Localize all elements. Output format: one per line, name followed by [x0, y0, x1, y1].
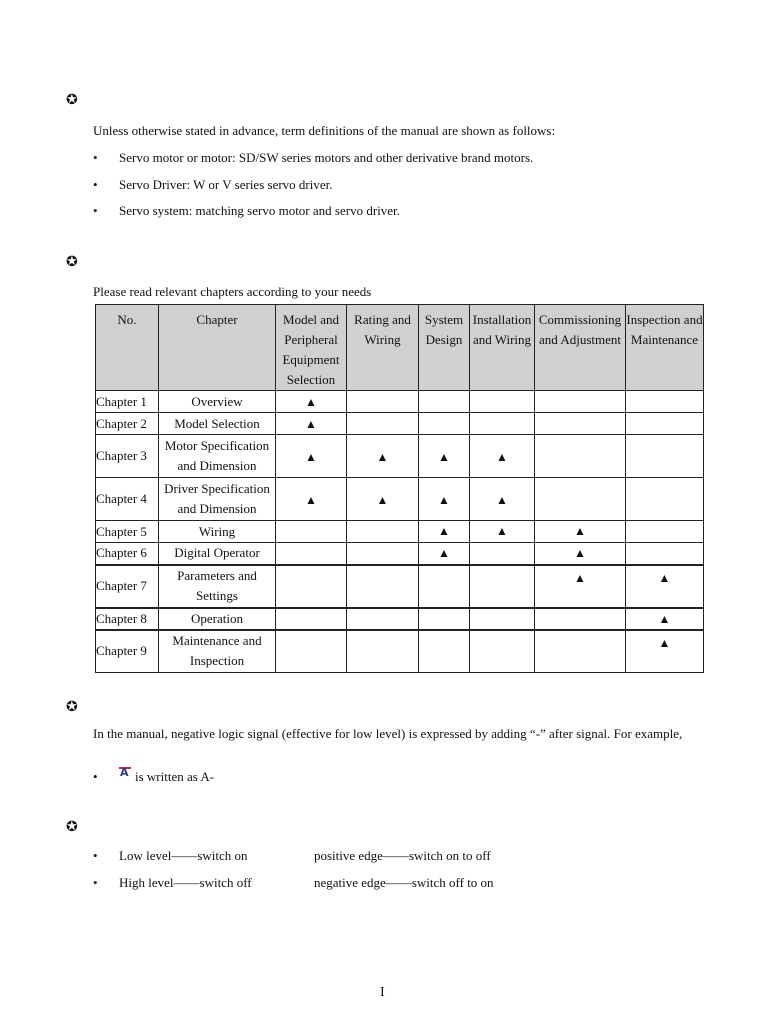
- table-row: [96, 543, 704, 565]
- page-number: I: [380, 985, 385, 1000]
- triangle-mark-icon: ▲: [658, 611, 671, 626]
- chapter-title: Model Selection: [159, 413, 276, 435]
- chapter-title: Overview: [159, 391, 276, 413]
- header-system-design: System Design: [419, 305, 470, 391]
- table-cell: [470, 608, 535, 630]
- table-cell: [276, 608, 347, 630]
- triangle-mark-icon: ▲: [438, 546, 450, 560]
- chapter-title: Digital Operator: [159, 543, 276, 565]
- table-cell: [347, 565, 419, 608]
- table-cell: [626, 435, 704, 478]
- table-cell: [470, 565, 535, 608]
- table-cell: [535, 608, 626, 630]
- bullet-icon: •: [93, 875, 98, 890]
- header-model-selection: Model and Peripheral Equipment Selection: [276, 305, 347, 391]
- term-text: Servo Driver: W or V series servo driver.: [119, 177, 333, 192]
- bullet-icon: •: [93, 848, 98, 863]
- bullet-icon: •: [93, 769, 98, 784]
- table-cell: [470, 391, 535, 413]
- table-cell: [626, 565, 704, 608]
- bullet-icon: •: [93, 203, 98, 218]
- section-marker-icon: ✪: [66, 700, 78, 715]
- triangle-mark-icon: ▲: [376, 493, 389, 507]
- table-cell: [419, 521, 470, 543]
- triangle-mark-icon: ▲: [438, 493, 450, 507]
- table-cell: [535, 391, 626, 413]
- table-cell: [276, 478, 347, 521]
- chapter-number: Chapter 1: [96, 391, 159, 413]
- table-cell: [535, 630, 626, 673]
- table-cell: [419, 478, 470, 521]
- header-rating-wiring: Rating and Wiring: [347, 305, 419, 391]
- section-marker-icon: ✪: [66, 255, 78, 270]
- table-cell: [347, 435, 419, 478]
- table-cell: [626, 478, 704, 521]
- table-cell: [276, 435, 347, 478]
- list-item: [93, 846, 491, 866]
- table-cell: [470, 435, 535, 478]
- chapter-title: Maintenance and Inspection: [159, 630, 276, 673]
- list-item: [93, 767, 214, 787]
- term-text: Servo system: matching servo motor and servo driver.: [119, 203, 400, 218]
- table-cell: [347, 630, 419, 673]
- triangle-mark-icon: ▲: [574, 570, 586, 585]
- table-cell: [276, 543, 347, 565]
- table-cell: [470, 521, 535, 543]
- list-item: [93, 148, 533, 168]
- section-marker-icon: ✪: [66, 93, 78, 108]
- table-row: [96, 478, 704, 521]
- triangle-mark-icon: ▲: [305, 450, 317, 464]
- triangle-mark-icon: ▲: [305, 416, 317, 431]
- chapter-number: Chapter 5: [96, 521, 159, 543]
- table-cell: [470, 413, 535, 435]
- table-cell: [626, 608, 704, 630]
- triangle-mark-icon: ▲: [496, 493, 508, 507]
- table-cell: [626, 391, 704, 413]
- level-left: Low level——switch on: [119, 848, 248, 863]
- chapter-title: Parameters and Settings: [159, 565, 276, 608]
- table-cell: [535, 435, 626, 478]
- overlined-a-signal-icon: A: [119, 767, 131, 779]
- table-cell: [535, 565, 626, 608]
- table-cell: [419, 543, 470, 565]
- table-cell: [276, 521, 347, 543]
- table-row: [96, 521, 704, 543]
- table-cell: [470, 543, 535, 565]
- bullet-icon: •: [93, 150, 98, 165]
- level-left: High level——switch off: [119, 875, 252, 890]
- header-inspection: Inspection and Maintenance: [626, 305, 704, 391]
- table-cell: [419, 413, 470, 435]
- triangle-mark-icon: ▲: [658, 635, 671, 650]
- triangle-mark-icon: ▲: [496, 450, 508, 464]
- table-cell: [626, 543, 704, 565]
- bullet-icon: •: [93, 177, 98, 192]
- chapter-number: Chapter 8: [96, 608, 159, 630]
- table-cell: [626, 413, 704, 435]
- chapter-title: Driver Specification and Dimension: [159, 478, 276, 521]
- table-cell: [626, 521, 704, 543]
- table-cell: [347, 521, 419, 543]
- list-item: [93, 873, 494, 893]
- table-cell: [347, 413, 419, 435]
- triangle-mark-icon: ▲: [305, 493, 317, 507]
- chapter-number: Chapter 6: [96, 543, 159, 565]
- triangle-mark-icon: ▲: [305, 394, 317, 409]
- table-cell: [535, 478, 626, 521]
- table-cell: [419, 565, 470, 608]
- chapter-title: Wiring: [159, 521, 276, 543]
- chapter-number: Chapter 2: [96, 413, 159, 435]
- triangle-mark-icon: ▲: [376, 450, 389, 464]
- triangle-mark-icon: ▲: [658, 570, 671, 585]
- table-row: [96, 630, 704, 673]
- level-right: negative edge——switch off to on: [314, 875, 494, 890]
- table-cell: [470, 630, 535, 673]
- table-cell: [419, 391, 470, 413]
- table-body: [96, 391, 704, 673]
- table-row: [96, 413, 704, 435]
- triangle-mark-icon: ▲: [574, 524, 586, 538]
- table-cell: [276, 565, 347, 608]
- table-row: [96, 565, 704, 608]
- table-cell: [419, 435, 470, 478]
- terms-intro: Unless otherwise stated in advance, term definitions of the manual are shown as follows:: [93, 123, 556, 138]
- chapter-number: Chapter 7: [96, 565, 159, 608]
- table-cell: [535, 543, 626, 565]
- header-commissioning: Commissioning and Adjustment: [535, 305, 626, 391]
- chapter-number: Chapter 9: [96, 630, 159, 673]
- level-right: positive edge——switch on to off: [314, 848, 491, 863]
- table-cell: [347, 543, 419, 565]
- header-installation-wiring: Installation and Wiring: [470, 305, 535, 391]
- table-cell: [347, 391, 419, 413]
- negative-logic-text: In the manual, negative logic signal (effective for low level) is expressed by adding “-” after signal. For example,: [93, 726, 683, 741]
- table-cell: [535, 521, 626, 543]
- table-cell: [276, 413, 347, 435]
- triangle-mark-icon: ▲: [496, 524, 508, 538]
- table-row: [96, 608, 704, 630]
- table-row: [96, 391, 704, 413]
- table-cell: [419, 608, 470, 630]
- table-cell: [276, 630, 347, 673]
- table-cell: [535, 413, 626, 435]
- chapter-table: [95, 304, 704, 673]
- example-text: is written as A-: [135, 769, 215, 784]
- table-cell: [470, 478, 535, 521]
- list-item: [93, 201, 400, 221]
- triangle-mark-icon: ▲: [438, 450, 450, 464]
- table-cell: [419, 630, 470, 673]
- table-cell: [276, 391, 347, 413]
- chapter-number: Chapter 4: [96, 478, 159, 521]
- reading-intro: Please read relevant chapters according to your needs: [93, 284, 372, 299]
- table-header-row: [96, 305, 704, 391]
- header-no: No.: [96, 305, 159, 391]
- triangle-mark-icon: ▲: [574, 546, 586, 560]
- chapter-title: Motor Specification and Dimension: [159, 435, 276, 478]
- header-chapter: Chapter: [159, 305, 276, 391]
- table-cell: [347, 608, 419, 630]
- term-text: Servo motor or motor: SD/SW series motors and other derivative brand motors.: [119, 150, 534, 165]
- section-marker-icon: ✪: [66, 820, 78, 835]
- triangle-mark-icon: ▲: [438, 524, 450, 538]
- chapter-number: Chapter 3: [96, 435, 159, 478]
- table-cell: [347, 478, 419, 521]
- table-cell: [626, 630, 704, 673]
- list-item: [93, 175, 333, 195]
- chapter-title: Operation: [159, 608, 276, 630]
- table-row: [96, 435, 704, 478]
